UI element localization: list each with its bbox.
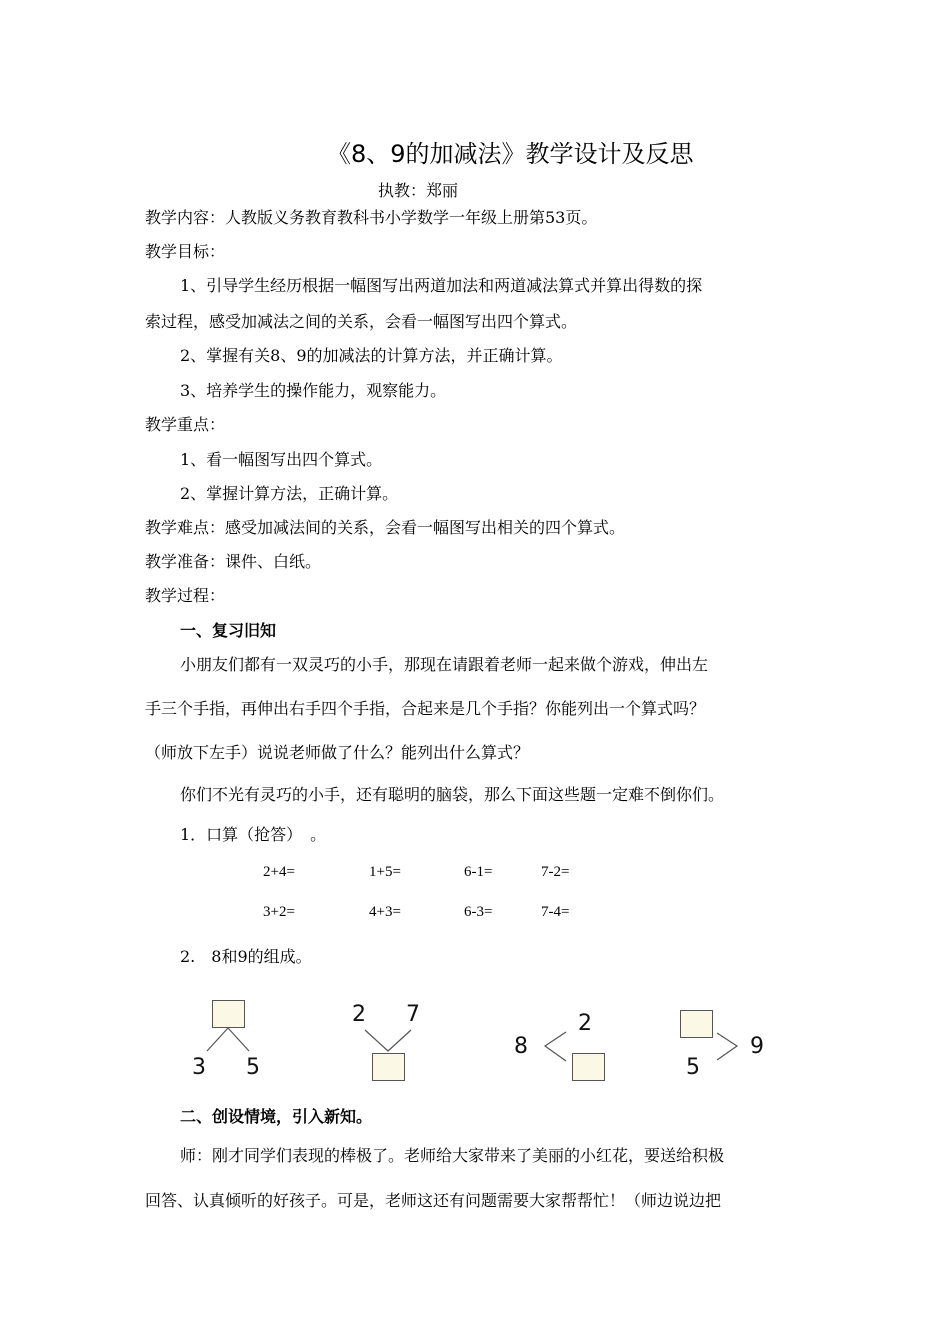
- equation: 3+2=: [263, 904, 295, 920]
- diagram-number: 8: [514, 1034, 528, 1059]
- content-line: 教学内容：人教版义务教育教科书小学数学一年级上册第53页。: [145, 208, 598, 227]
- section1-paragraph-line: （师放下左手）说说老师做了什么？能列出什么算式？: [145, 743, 530, 762]
- answer-box[interactable]: [212, 1000, 245, 1028]
- objective-line: 3、培养学生的操作能力，观察能力。: [180, 381, 447, 400]
- equation: 7-2=: [541, 864, 570, 880]
- key-point: 1、看一幅图写出四个算式。: [180, 450, 383, 469]
- section2-paragraph-line: 师：刚才同学们表现的棒极了。老师给大家带来了美丽的小红花，要送给积极: [180, 1146, 725, 1165]
- equation: 2+4=: [263, 864, 295, 880]
- section1-paragraph: 你们不光有灵巧的小手，还有聪明的脑袋，那么下面这些题一定难不倒你们。: [180, 785, 725, 804]
- section1-paragraph-line: 小朋友们都有一双灵巧的小手，那现在请跟着老师一起来做个游戏，伸出左: [180, 655, 709, 674]
- diagram-number: 2: [352, 1002, 366, 1027]
- diagram-number: 5: [686, 1055, 700, 1080]
- diagram-number: 2: [578, 1011, 592, 1036]
- objectives-heading: 教学目标：: [145, 242, 226, 261]
- difficulty-line: 教学难点：感受加减法间的关系，会看一幅图写出相关的四个算式。: [145, 518, 626, 537]
- diagram-number: 5: [246, 1055, 260, 1080]
- composition-item: 2. 8和9的组成。: [180, 947, 312, 966]
- page-title: 《8、9的加减法》教学设计及反思: [327, 140, 694, 168]
- section2-paragraph-line: 回答、认真倾听的好孩子。可是，老师这还有问题需要大家帮帮忙！（师边说边把: [145, 1191, 722, 1210]
- oral-calc-item: 1．口算（抢答） 。: [180, 825, 327, 844]
- section1-paragraph-line: 手三个手指，再伸出右手四个手指，合起来是几个手指？你能列出一个算式吗？: [145, 699, 706, 718]
- diagram-number: 7: [406, 1002, 420, 1027]
- process-heading: 教学过程：: [145, 586, 226, 605]
- answer-box[interactable]: [572, 1053, 605, 1081]
- equation: 1+5=: [369, 864, 401, 880]
- objective-line: 2、掌握有关8、9的加减法的计算方法，并正确计算。: [180, 346, 563, 365]
- key-heading: 教学重点：: [145, 415, 226, 434]
- section1-heading: 一、复习旧知: [180, 621, 277, 640]
- equation: 4+3=: [369, 904, 401, 920]
- objective-line: 索过程，感受加减法之间的关系，会看一幅图写出四个算式。: [145, 312, 578, 331]
- preparation-line: 教学准备：课件、白纸。: [145, 552, 322, 571]
- section2-heading: 二、创设情境，引入新知。: [180, 1107, 373, 1126]
- diagram-number: 9: [750, 1034, 764, 1059]
- diagram-number: 3: [192, 1055, 206, 1080]
- objective-line: 1、引导学生经历根据一幅图写出两道加法和两道减法算式并算出得数的探: [180, 276, 703, 295]
- key-point: 2、掌握计算方法，正确计算。: [180, 484, 399, 503]
- equation: 6-3=: [464, 904, 493, 920]
- answer-box[interactable]: [680, 1010, 713, 1038]
- equation: 6-1=: [464, 864, 493, 880]
- equation: 7-4=: [541, 904, 570, 920]
- answer-box[interactable]: [372, 1053, 405, 1081]
- author-line: 执教：郑丽: [378, 181, 459, 200]
